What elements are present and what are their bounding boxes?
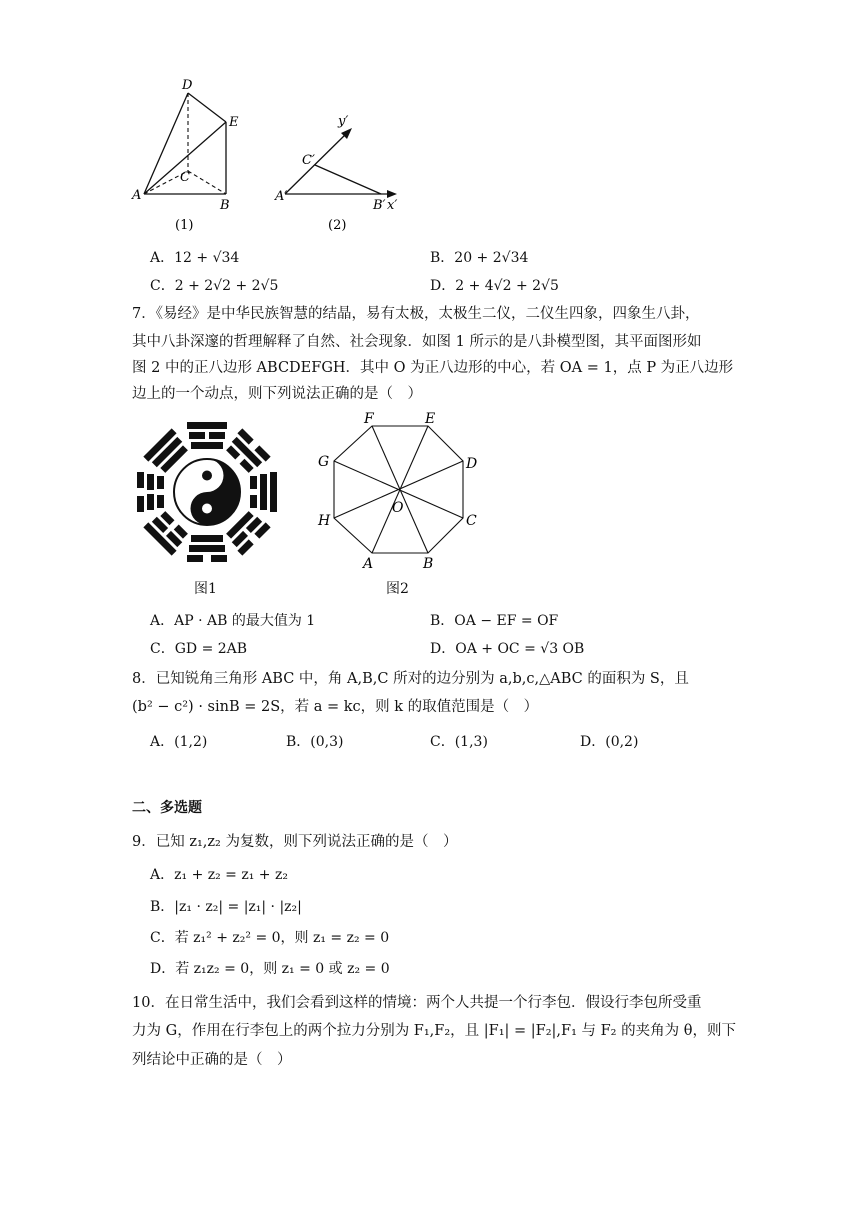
q8-option-b[interactable]: B．(0,3) (286, 734, 344, 750)
axes-label-a: A′ (275, 189, 288, 204)
q6-option-a[interactable]: A．12 + √34 (150, 250, 240, 266)
octagon-label-c: C (466, 513, 477, 529)
q10-stem-line-2: 力为 G，作用在行李包上的两个拉力分别为 F₁,F₂，且 |F₁| = |F₂|,F₁ 与 F₂ 的夹角为 θ，则下 (132, 1023, 736, 1039)
q7-stem-line-1: 7．《易经》是中华民族智慧的结晶，易有太极，太极生二仪，二仪生四象，四象生八卦， (132, 306, 700, 322)
bagua-figure (132, 417, 282, 567)
q7-option-c[interactable]: C．GD = 2AB (150, 641, 248, 657)
bagua-caption: 图1 (194, 581, 217, 597)
octagon-label-e: E (425, 411, 436, 427)
pyramid-caption: (1) (175, 218, 194, 233)
octagon-label-f: F (364, 411, 374, 427)
q9-option-a[interactable]: A．z₁ + z₂ = z₁ + z₂ (150, 867, 288, 883)
octagon-label-d: D (466, 456, 478, 472)
q7-stem-line-2: 其中八卦深邃的哲理解释了自然、社会现象．如图 1 所示的是八卦模型图，其平面图形如 (132, 334, 702, 350)
pyramid-label-b: B (220, 198, 230, 213)
octagon-label-o: O (392, 500, 404, 516)
q8-option-d[interactable]: D．(0,2) (580, 734, 639, 750)
q8-option-a[interactable]: A．(1,2) (150, 734, 208, 750)
octagon-label-g: G (318, 454, 330, 470)
pyramid-label-a: A (132, 188, 142, 203)
axes-label-x: x′ (387, 198, 398, 213)
pyramid-label-e: E (229, 115, 239, 130)
q9-option-d[interactable]: D．若 z₁z₂ = 0，则 z₁ = 0 或 z₂ = 0 (150, 961, 390, 977)
q6-option-b[interactable]: B．20 + 2√34 (430, 250, 529, 266)
axes-caption: (2) (328, 218, 347, 233)
q7-stem-line-4: 边上的一个动点，则下列说法正确的是（ ） (132, 386, 422, 402)
q8-stem-line-2: (b² − c²) · sinB = 2S，若 a = kc，则 k 的取值范围是（ ） (132, 699, 539, 715)
q7-option-a[interactable]: A．AP · AB 的最大值为 1 (150, 613, 316, 629)
octagon-label-b: B (423, 556, 434, 572)
pyramid-label-c: C (180, 170, 190, 185)
q7-stem-line-3: 图 2 中的正八边形 ABCDEFGH．其中 O 为正八边形的中心，若 OA = 1，点 P 为正八边形 (132, 360, 734, 376)
q7-option-b[interactable]: B．OA − EF = OF (430, 613, 559, 629)
q9-option-b[interactable]: B．|z₁ · z₂| = |z₁| · |z₂| (150, 899, 302, 915)
q6-option-d[interactable]: D．2 + 4√2 + 2√5 (430, 278, 559, 294)
q10-stem-line-3: 列结论中正确的是（ ） (132, 1052, 292, 1068)
q10-stem-line-1: 10．在日常生活中，我们会看到这样的情境：两个人共提一个行李包．假设行李包所受重 (132, 995, 702, 1011)
axes-label-b: B′ (373, 198, 386, 213)
octagon-figure (310, 408, 490, 573)
octagon-caption: 图2 (386, 581, 409, 597)
q9-stem: 9．已知 z₁,z₂ 为复数，则下列说法正确的是（ ） (132, 834, 458, 850)
section-heading-multiple-choice: 二、多选题 (132, 800, 202, 816)
axes-label-c: C′ (302, 153, 315, 168)
axes-label-y: y′ (338, 114, 349, 129)
q8-stem-line-1: 8．已知锐角三角形 ABC 中，角 A,B,C 所对的边分别为 a,b,c,△ABC 的面积为 S，且 (132, 671, 689, 687)
octagon-label-a: A (363, 556, 374, 572)
q6-option-c[interactable]: C．2 + 2√2 + 2√5 (150, 278, 279, 294)
pyramid-figure (128, 75, 258, 235)
q8-option-c[interactable]: C．(1,3) (430, 734, 488, 750)
q9-option-c[interactable]: C．若 z₁² + z₂² = 0，则 z₁ = z₂ = 0 (150, 930, 390, 946)
octagon-label-h: H (318, 513, 331, 529)
axes-figure (270, 112, 410, 237)
q7-option-d[interactable]: D．OA + OC = √3 OB (430, 641, 585, 657)
pyramid-label-d: D (182, 78, 193, 93)
